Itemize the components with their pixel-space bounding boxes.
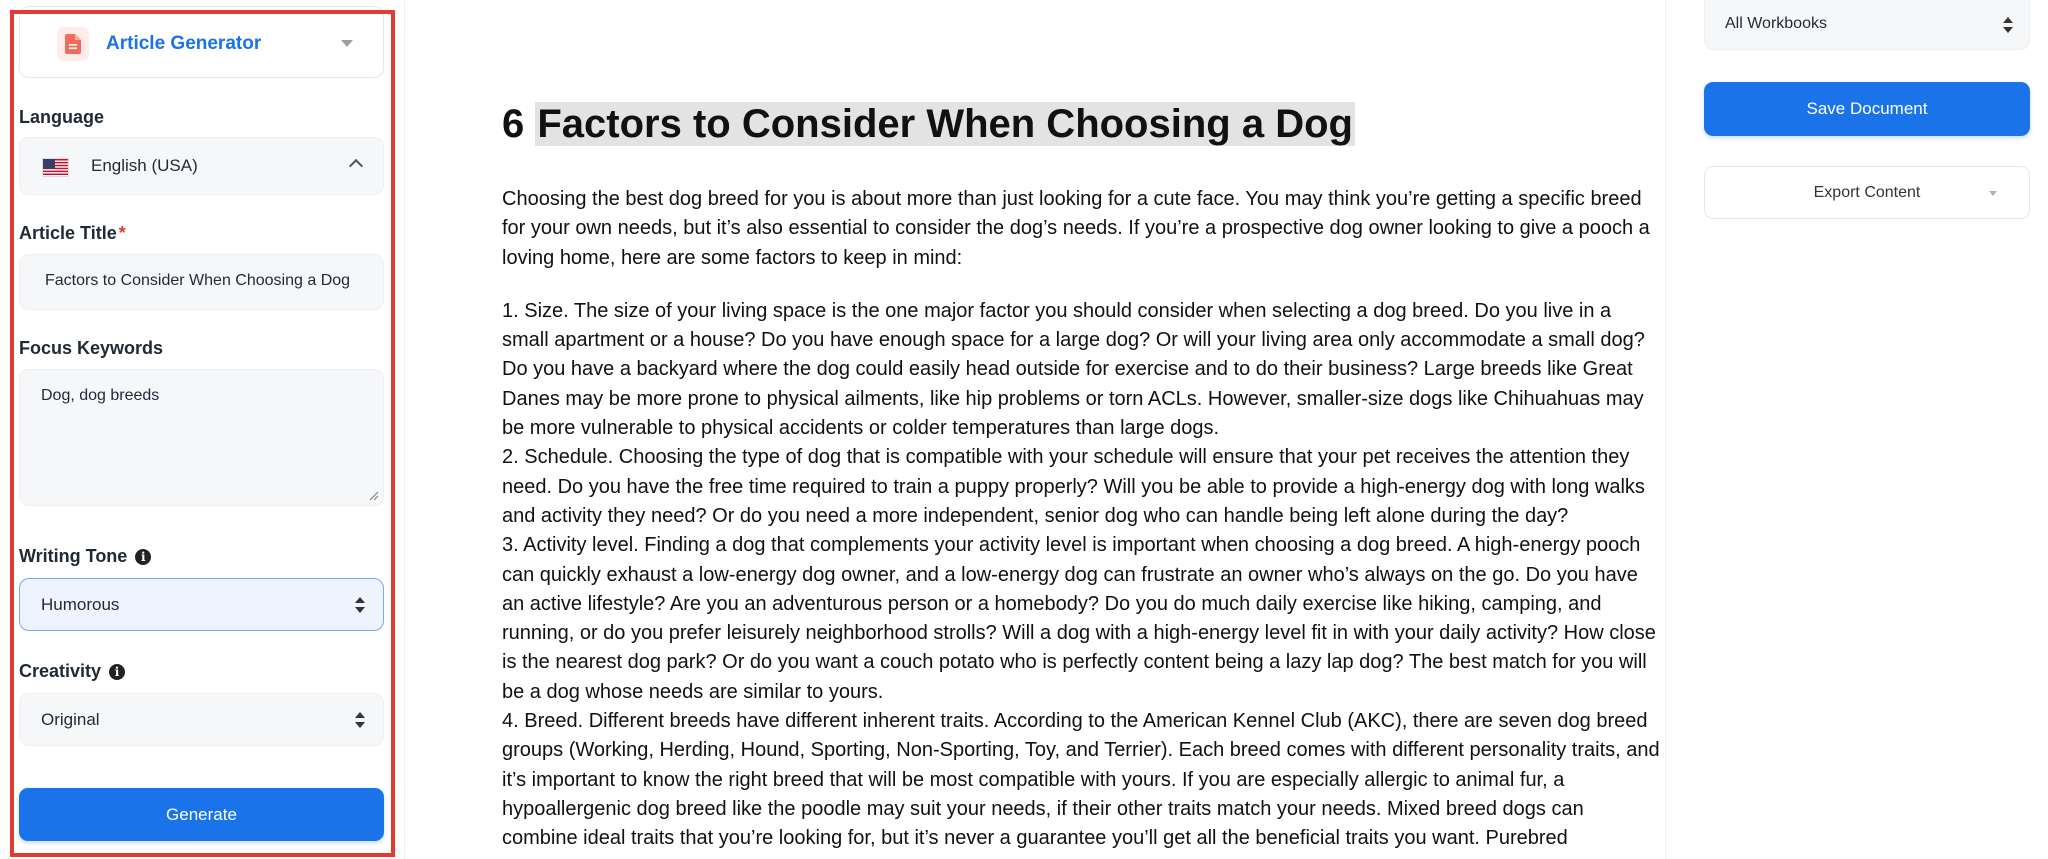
export-content-label: Export Content [1813,184,1921,201]
list-item: 2. Schedule. Choosing the type of dog that is compatible with your schedule will ensure that your pet receives the attention they need. Do you have the free time required to train a puppy properly? Will you be able to provide a high-energy dog with long walks and activity they need? Or do you need a more independent, senior dog who can handle being left alone during the day? [502,446,1645,527]
required-mark: * [118,223,126,243]
generate-button[interactable]: Generate [19,788,384,841]
list-item: 4. Breed. Different breeds have different inherent traits. According to the American Kennel Club (AKC), there are seven dog breed groups (Working, Herding, Hound, Sporting, Non-Sporting, Toy, and Terrier). Each breed comes with different personality traits, and it’s important to know the right breed that will be most compatible with yours. If you are especially allergic to animal fur, a hypoallergenic dog breed like the poodle may suit your needs, if their other traits match your needs. Mixed breed dogs can combine ideal traits that you’re looking for, but it’s never a guarantee you’ll get all the beneficial traits you want. Purebred [502,710,1660,850]
document-editor[interactable] [410,0,1665,859]
info-icon[interactable]: i [135,549,151,565]
select-arrows-icon [2003,17,2013,35]
document-actions-panel [1665,0,2048,859]
title-number: 6 [502,102,525,146]
export-content-dropdown[interactable] [1704,166,2030,219]
title-highlighted-text: Factors to Consider When Choosing a Dog [537,102,1353,146]
workbook-value: All Workbooks [1725,15,1827,32]
document-body[interactable] [502,185,1662,854]
writing-tone-label: Writing Tone i [19,546,151,567]
language-value: English (USA) [91,156,198,175]
language-label: Language [19,107,105,127]
list-item: 1. Size. The size of your living space is the one major factor you should consider when selecting a dog breed. Do you live in a small apartment or a house? Do you have enough space for a large dog? Or will your living area only accommodate a small dog? Do you have a backyard where the dog could easily head outside for exercise and to do their business? Large breeds like Great Danes may be more prone to physical ailments, like hip problems or torn ACLs. However, smaller-size dogs like Chihuahuas may be more vulnerable to physical accidents or colder temperatures than large dogs. [502,299,1645,440]
highlight-frame [10,10,395,857]
focus-keywords-value: Dog, dog breeds [41,387,160,404]
info-icon[interactable]: i [109,664,125,680]
article-title-label: Article Title * [19,223,126,243]
creativity-label: Creativity i [19,661,125,682]
factor-list [502,297,1662,854]
list-item: 3. Activity level. Finding a dog that complements your activity level is important when choosing a dog breed. A high-energy pooch can quickly exhaust a low-energy dog owner, and a low-energy dog can frustrate an owner who’s always on the go. Do you have an active lifestyle? Are you an adventurous person or a homebody? Do you do much daily exercise like hiking, camping, and running, or do you prefer leisurely neighborhood strolls? Will a dog with a high-energy level fit in with your daily activity? How close is the nearest dog park? Or do you want a couch potato who is perfectly content being a lazy lap dog? The best match for you will be a dog whose needs are similar to yours. [502,534,1656,703]
intro-paragraph: Choosing the best dog breed for you is about more than just looking for a cute face. You may think you’re getting a specific breed for your own needs, but it’s also essential to consider the dog’s needs. If you’re a prospective dog owner looking to give a pooch a loving home, here are some factors to keep in mind: [502,188,1650,269]
writing-tone-value: Humorous [41,595,120,614]
workbook-select[interactable] [1704,0,2030,50]
creativity-value: Original [41,710,100,729]
caret-down-icon [1989,191,1997,196]
save-document-button[interactable]: Save Document [1704,82,2030,136]
article-settings-panel [0,0,405,859]
focus-keywords-label: Focus Keywords [19,338,164,358]
document-title[interactable] [502,95,1662,153]
tool-name: Article Generator [106,33,262,54]
